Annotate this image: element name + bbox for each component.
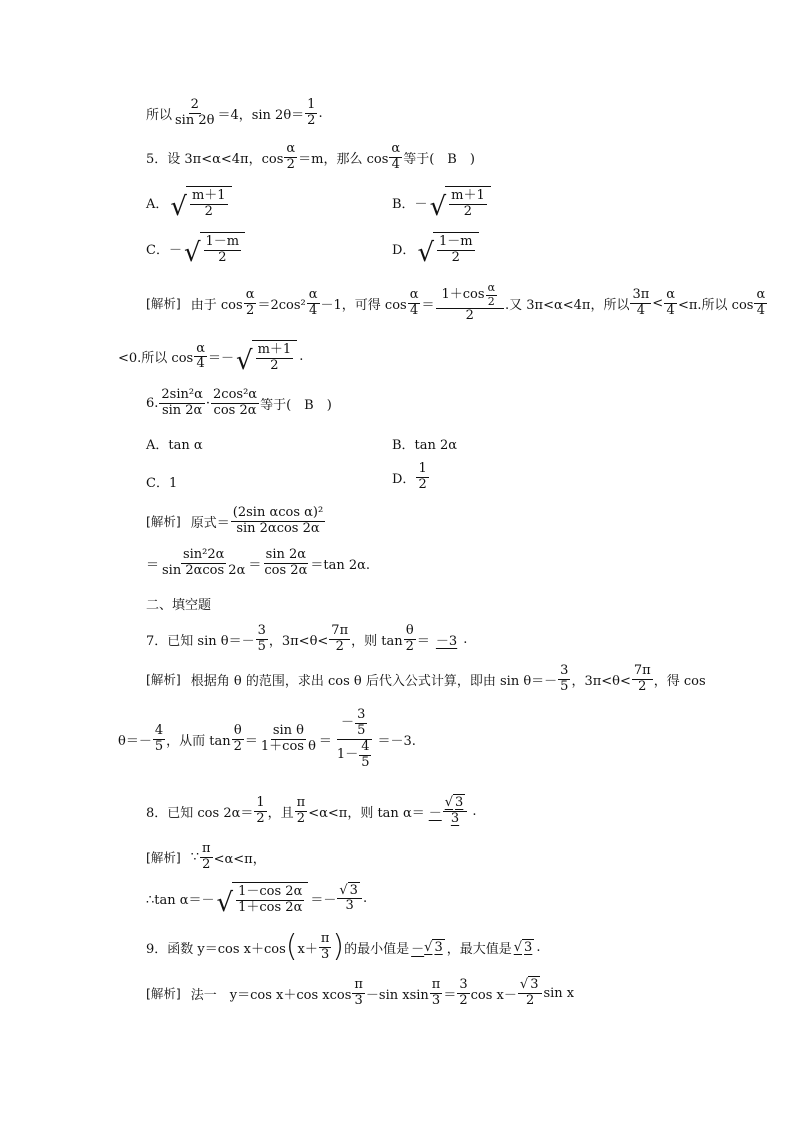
question-5-option-a: A． √ m＋1 2 bbox=[146, 186, 234, 220]
solution-9-line-1: [解析] 法一 y＝cos x＋cos xcos π 3 －sin xsin π 3 ＝ 3 2 cos x－ √ 3 2 sin x bbox=[146, 977, 575, 1008]
question-5-option-d: D． √ 1－m 2 bbox=[392, 232, 481, 266]
analysis-tag: [解析] bbox=[146, 986, 181, 1002]
solution-8-line-1: [解析] ∵ π 2 <α<π， bbox=[146, 841, 266, 872]
answer-blank-max: √ 3 bbox=[513, 939, 533, 956]
question-5-option-b: B．－ √ m＋1 2 bbox=[392, 186, 493, 220]
analysis-tag: [解析] bbox=[146, 514, 181, 530]
text: ＝4，sin 2θ＝ bbox=[217, 107, 305, 123]
question-6-stem: 6. 2sin²α sin 2α · 2cos²α cos 2α 等于( B ) bbox=[146, 387, 332, 418]
big-fraction: 1＋cos α 2 2 bbox=[436, 282, 505, 324]
fraction: α 2 bbox=[286, 141, 296, 172]
radical: √ 1－m 2 bbox=[417, 232, 478, 266]
answer-blank: － √ 3 3 bbox=[425, 796, 473, 827]
question-7: 7．已知 sin θ＝－ 3 5 ，3π<θ< 7π 2 ，则 tan θ 2 ＝ －3 . bbox=[146, 623, 468, 654]
radical: √ m＋1 2 bbox=[170, 186, 231, 220]
analysis-tag: [解析] bbox=[146, 296, 181, 312]
solution-5-line-2: <0.所以 cos α 4 ＝－ √ m＋1 2 . bbox=[118, 340, 304, 376]
answer-blank: －3 bbox=[435, 633, 458, 649]
fraction: 1 2 bbox=[307, 97, 316, 128]
solution-7-line-1: [解析] 根据角 θ 的范围，求出 cos θ 后代入公式计算，即由 sin θ＝－ 3 5 ，3π<θ< 7π 2 ，得 cos bbox=[146, 663, 706, 694]
solution-8-line-2: ∴tan α＝－ √ 1－cos 2α 1＋cos 2α ＝－ √ 3 3 . bbox=[146, 882, 368, 918]
radical: √ m＋1 2 bbox=[236, 340, 297, 374]
radical: √ m＋1 2 bbox=[430, 186, 491, 220]
solution-7-line-2: θ＝－ 4 5 ，从而 tan θ 2 ＝ sin θ 1＋cos θ ＝ － 3 5 1－ 4 5 ＝－3. bbox=[118, 707, 416, 770]
question-9: 9．函数 y＝cos x＋cos ( x＋ π 3 ) 的最小值是 － √ 3 ，最大值是 √ 3 . bbox=[146, 929, 541, 965]
question-8: 8．已知 cos 2α＝ 1 2 ，且 π 2 <α<π，则 tan α＝ － √ 3 3 . bbox=[146, 795, 477, 826]
solution-6-line-2: ＝ sin²2α sin 2αcos 2α ＝ sin 2α cos 2α ＝tan 2α. bbox=[146, 547, 371, 578]
compound-fraction: － 3 5 1－ 4 5 bbox=[333, 708, 377, 771]
text: 所以 bbox=[146, 107, 173, 123]
analysis-tag: [解析] bbox=[146, 850, 181, 866]
question-6-option-b: B．tan 2α bbox=[392, 438, 458, 453]
question-5-option-c: C．－ √ 1－m 2 bbox=[146, 232, 247, 266]
radical: √ 1－cos 2α 1＋cos 2α bbox=[217, 882, 309, 916]
section-heading: 二、填空题 bbox=[146, 598, 212, 613]
solution-5-line-1: [解析] 由于 cos α 2 ＝2cos² α 4 －1，可得 cos α 4 ＝ 1＋cos α 2 2 .又 3π<α<4π，所以 3π 4 < α 4 <π.所以 cos α 4 bbox=[146, 281, 766, 324]
question-6-option-a: A．tan α bbox=[146, 438, 203, 453]
radical: √ 1－m 2 bbox=[184, 232, 245, 266]
fraction: 2 sin 2θ bbox=[175, 97, 215, 128]
question-5-stem: 5．设 3π<α<4π，cos α 2 ＝m，那么 cos α 4 等于( B ) bbox=[146, 141, 475, 172]
question-6-option-c: C．1 bbox=[146, 476, 178, 491]
analysis-tag: [解析] bbox=[146, 672, 181, 688]
line-so-sin2theta: 所以 2 sin 2θ ＝4，sin 2θ＝ 1 2 . bbox=[146, 97, 323, 128]
answer-blank-min: － √ 3 bbox=[411, 939, 443, 957]
question-6-option-d: D． 1 2 bbox=[392, 461, 427, 492]
fraction: α 4 bbox=[391, 141, 401, 172]
solution-6-line-1: [解析] 原式＝ (2sin αcos α)² sin 2αcos 2α bbox=[146, 505, 324, 536]
